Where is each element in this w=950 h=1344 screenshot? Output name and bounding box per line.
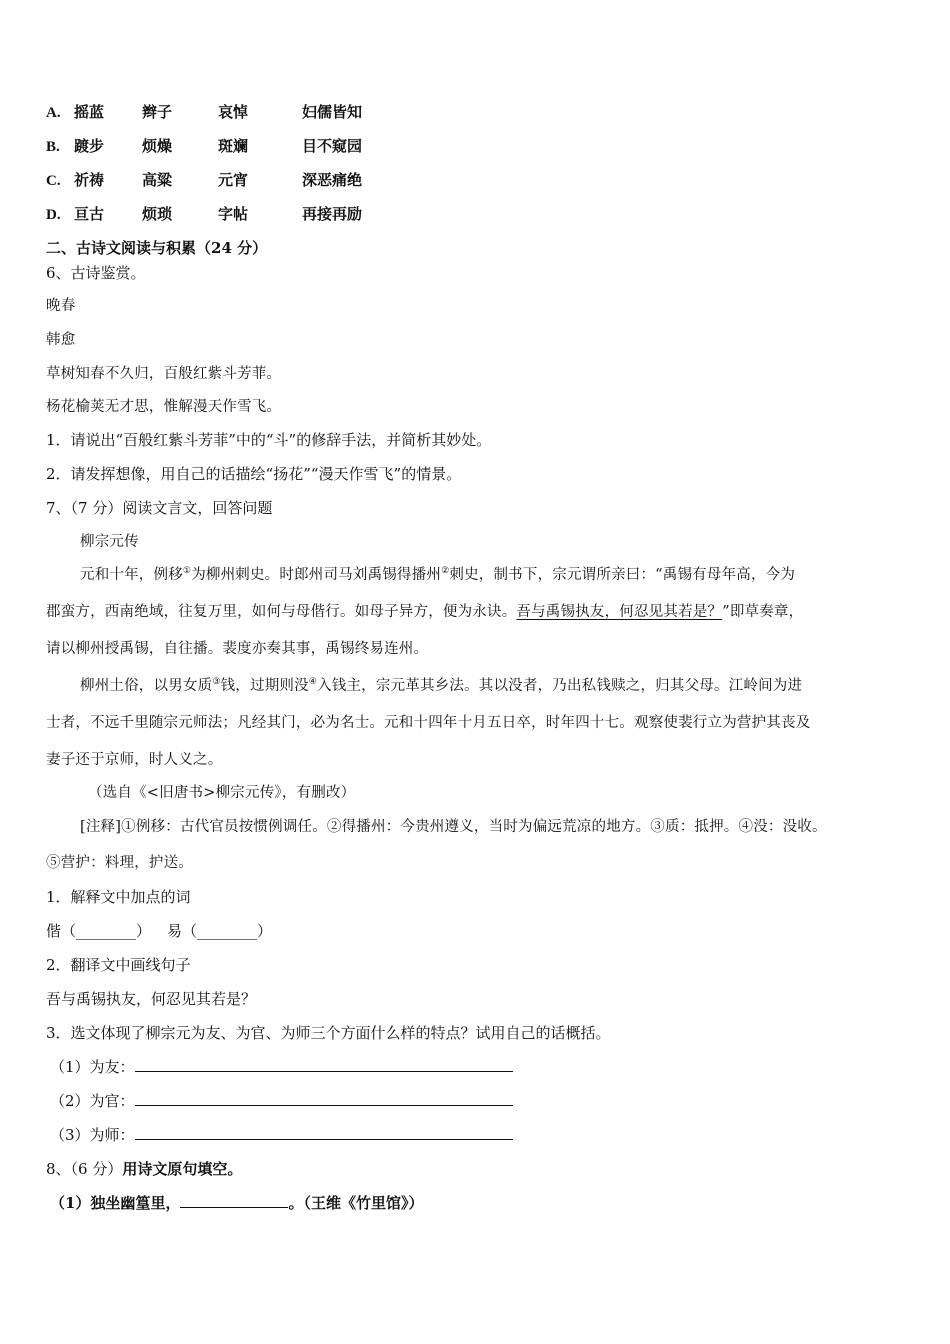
option-word: 目不窥园 [302, 137, 363, 155]
option-word: 摇蓝 [74, 103, 105, 121]
q8-number: 8、（6 分） [46, 1160, 123, 1178]
option-word: 妇儒皆知 [302, 103, 363, 121]
poem-title: 晚春 [46, 298, 76, 314]
note-marker: ③ [212, 677, 221, 688]
passage-text: 钱，过期则没 [220, 678, 309, 694]
answer-blank[interactable]: 偕（________） [46, 922, 152, 940]
option-word: 哀悼 [218, 103, 249, 121]
option-d [46, 204, 362, 225]
option-word: 亘古 [74, 205, 105, 223]
option-label: C. [46, 173, 61, 189]
answer-line[interactable] [135, 1057, 513, 1072]
answer-label: （1）为友： [50, 1058, 135, 1076]
option-label: D. [46, 207, 61, 223]
option-word: 烦琐 [142, 205, 173, 223]
passage-text: 刺史，制书下，宗元谓所亲曰：“禹锡有母年高，今为 [449, 567, 796, 583]
passage-text: 入钱主，宗元革其乡法。其以没者，乃出私钱赎之，归其父母。江岭间为进 [317, 678, 803, 694]
text-title: 柳宗元传 [80, 534, 139, 550]
option-label: B. [46, 139, 60, 155]
option-b [46, 136, 362, 157]
answer-label: （2）为官： [50, 1092, 135, 1110]
option-word: 再接再励 [302, 205, 363, 223]
passage-line [80, 565, 795, 585]
note-marker: ④ [308, 677, 318, 688]
q6-sub2: 2．请发挥想像，用自己的话描绘“扬花”“漫天作雪飞”的情景。 [46, 465, 462, 483]
passage-text: 郡蛮方，西南绝域，往复万里，如何与母偕行。如母子异方，便为永诀。 [46, 604, 517, 620]
option-word: 祈祷 [74, 171, 105, 189]
q7-sub1: 1．解释文中加点的词 [46, 888, 191, 906]
option-a [46, 102, 362, 123]
passage-line: 妻子还于京师，时人义之。 [46, 752, 223, 768]
answer-blank[interactable]: 易（________） [167, 922, 273, 940]
passage-text: 柳州土俗，以男女质 [80, 678, 213, 694]
poem-line: 杨花榆荚无才思，惟解漫天作雪飞。 [46, 399, 282, 415]
option-word: 元宵 [218, 171, 249, 189]
q6-sub1: 1．请说出“百般红紫斗芳菲”中的“斗”的修辞手法，并简析其妙处。 [46, 431, 492, 449]
q7-sub2-sentence: 吾与禹锡执友，何忍见其若是？ [46, 990, 257, 1008]
q7-header: 7、（7 分）阅读文言文，回答问题 [46, 499, 273, 517]
passage-line [46, 602, 803, 622]
option-word: 字帖 [218, 205, 249, 223]
underlined-sentence: 吾与禹锡执友，何忍见其若是？ [516, 604, 723, 620]
poem-author: 韩愈 [46, 332, 76, 348]
passage-line: 请以柳州授禹锡，自往播。裴度亦奏其事，禹锡终易连州。 [46, 641, 429, 657]
passage-text: ”即草奏章， [722, 604, 804, 620]
q8-instruction: 用诗文原句填空。 [122, 1160, 243, 1178]
answer-label: （3）为师： [50, 1126, 135, 1144]
option-c [46, 170, 362, 191]
passage-line [80, 676, 802, 696]
q8-header [46, 1159, 242, 1179]
poem-line: 草树知春不久归，百般红紫斗芳菲。 [46, 366, 282, 382]
note-marker: ① [182, 566, 192, 577]
section-title: 二、古诗文阅读与积累（24 分） [46, 239, 268, 257]
passage-line: 士者，不远千里随宗元师法；凡经其门，必为名士。元和十四年十月五日卒，时年四十七。观察使裴行立为营护其丧及 [46, 715, 811, 731]
option-word: 高粱 [142, 171, 173, 189]
verse-prompt: （1）独坐幽篁里， [50, 1194, 181, 1212]
option-word: 烦燥 [142, 137, 173, 155]
q7-sub3: 3．选文体现了柳宗元为友、为官、为师三个方面什么样的特点？试用自己的话概括。 [46, 1024, 611, 1042]
option-word: 斑斓 [218, 137, 249, 155]
notes: ⑤营护：料理，护送。 [46, 855, 193, 871]
q7-sub2: 2．翻译文中画线句子 [46, 956, 191, 974]
option-label: A. [46, 105, 61, 121]
passage-text: 为柳州刺史。时郎州司马刘禹锡得播州 [191, 567, 442, 583]
q8-item1 [50, 1193, 423, 1213]
option-word: 辫子 [142, 103, 173, 121]
notes: [注释]①例移：古代官员按惯例调任。②得播州：今贵州遵义，当时为偏远荒凉的地方。③质：抵押。④没：没收。 [80, 819, 827, 835]
q7-sub3-friend [50, 1057, 513, 1077]
source-citation: （选自《<旧唐书>柳宗元传》，有删改） [88, 785, 356, 801]
option-word: 踱步 [74, 137, 105, 155]
passage-text: 元和十年，例移 [80, 567, 183, 583]
q7-sub3-official [50, 1091, 513, 1111]
verse-source: 。（王维《竹里馆》） [288, 1194, 424, 1212]
option-word: 深恶痛绝 [302, 171, 363, 189]
q6-header: 6、古诗鉴赏。 [46, 264, 146, 282]
note-marker: ② [441, 566, 450, 577]
q7-sub3-teacher [50, 1125, 513, 1145]
answer-line[interactable] [135, 1125, 513, 1140]
answer-line[interactable] [135, 1091, 513, 1106]
q7-sub1-items [46, 921, 272, 941]
answer-line[interactable] [180, 1193, 288, 1208]
